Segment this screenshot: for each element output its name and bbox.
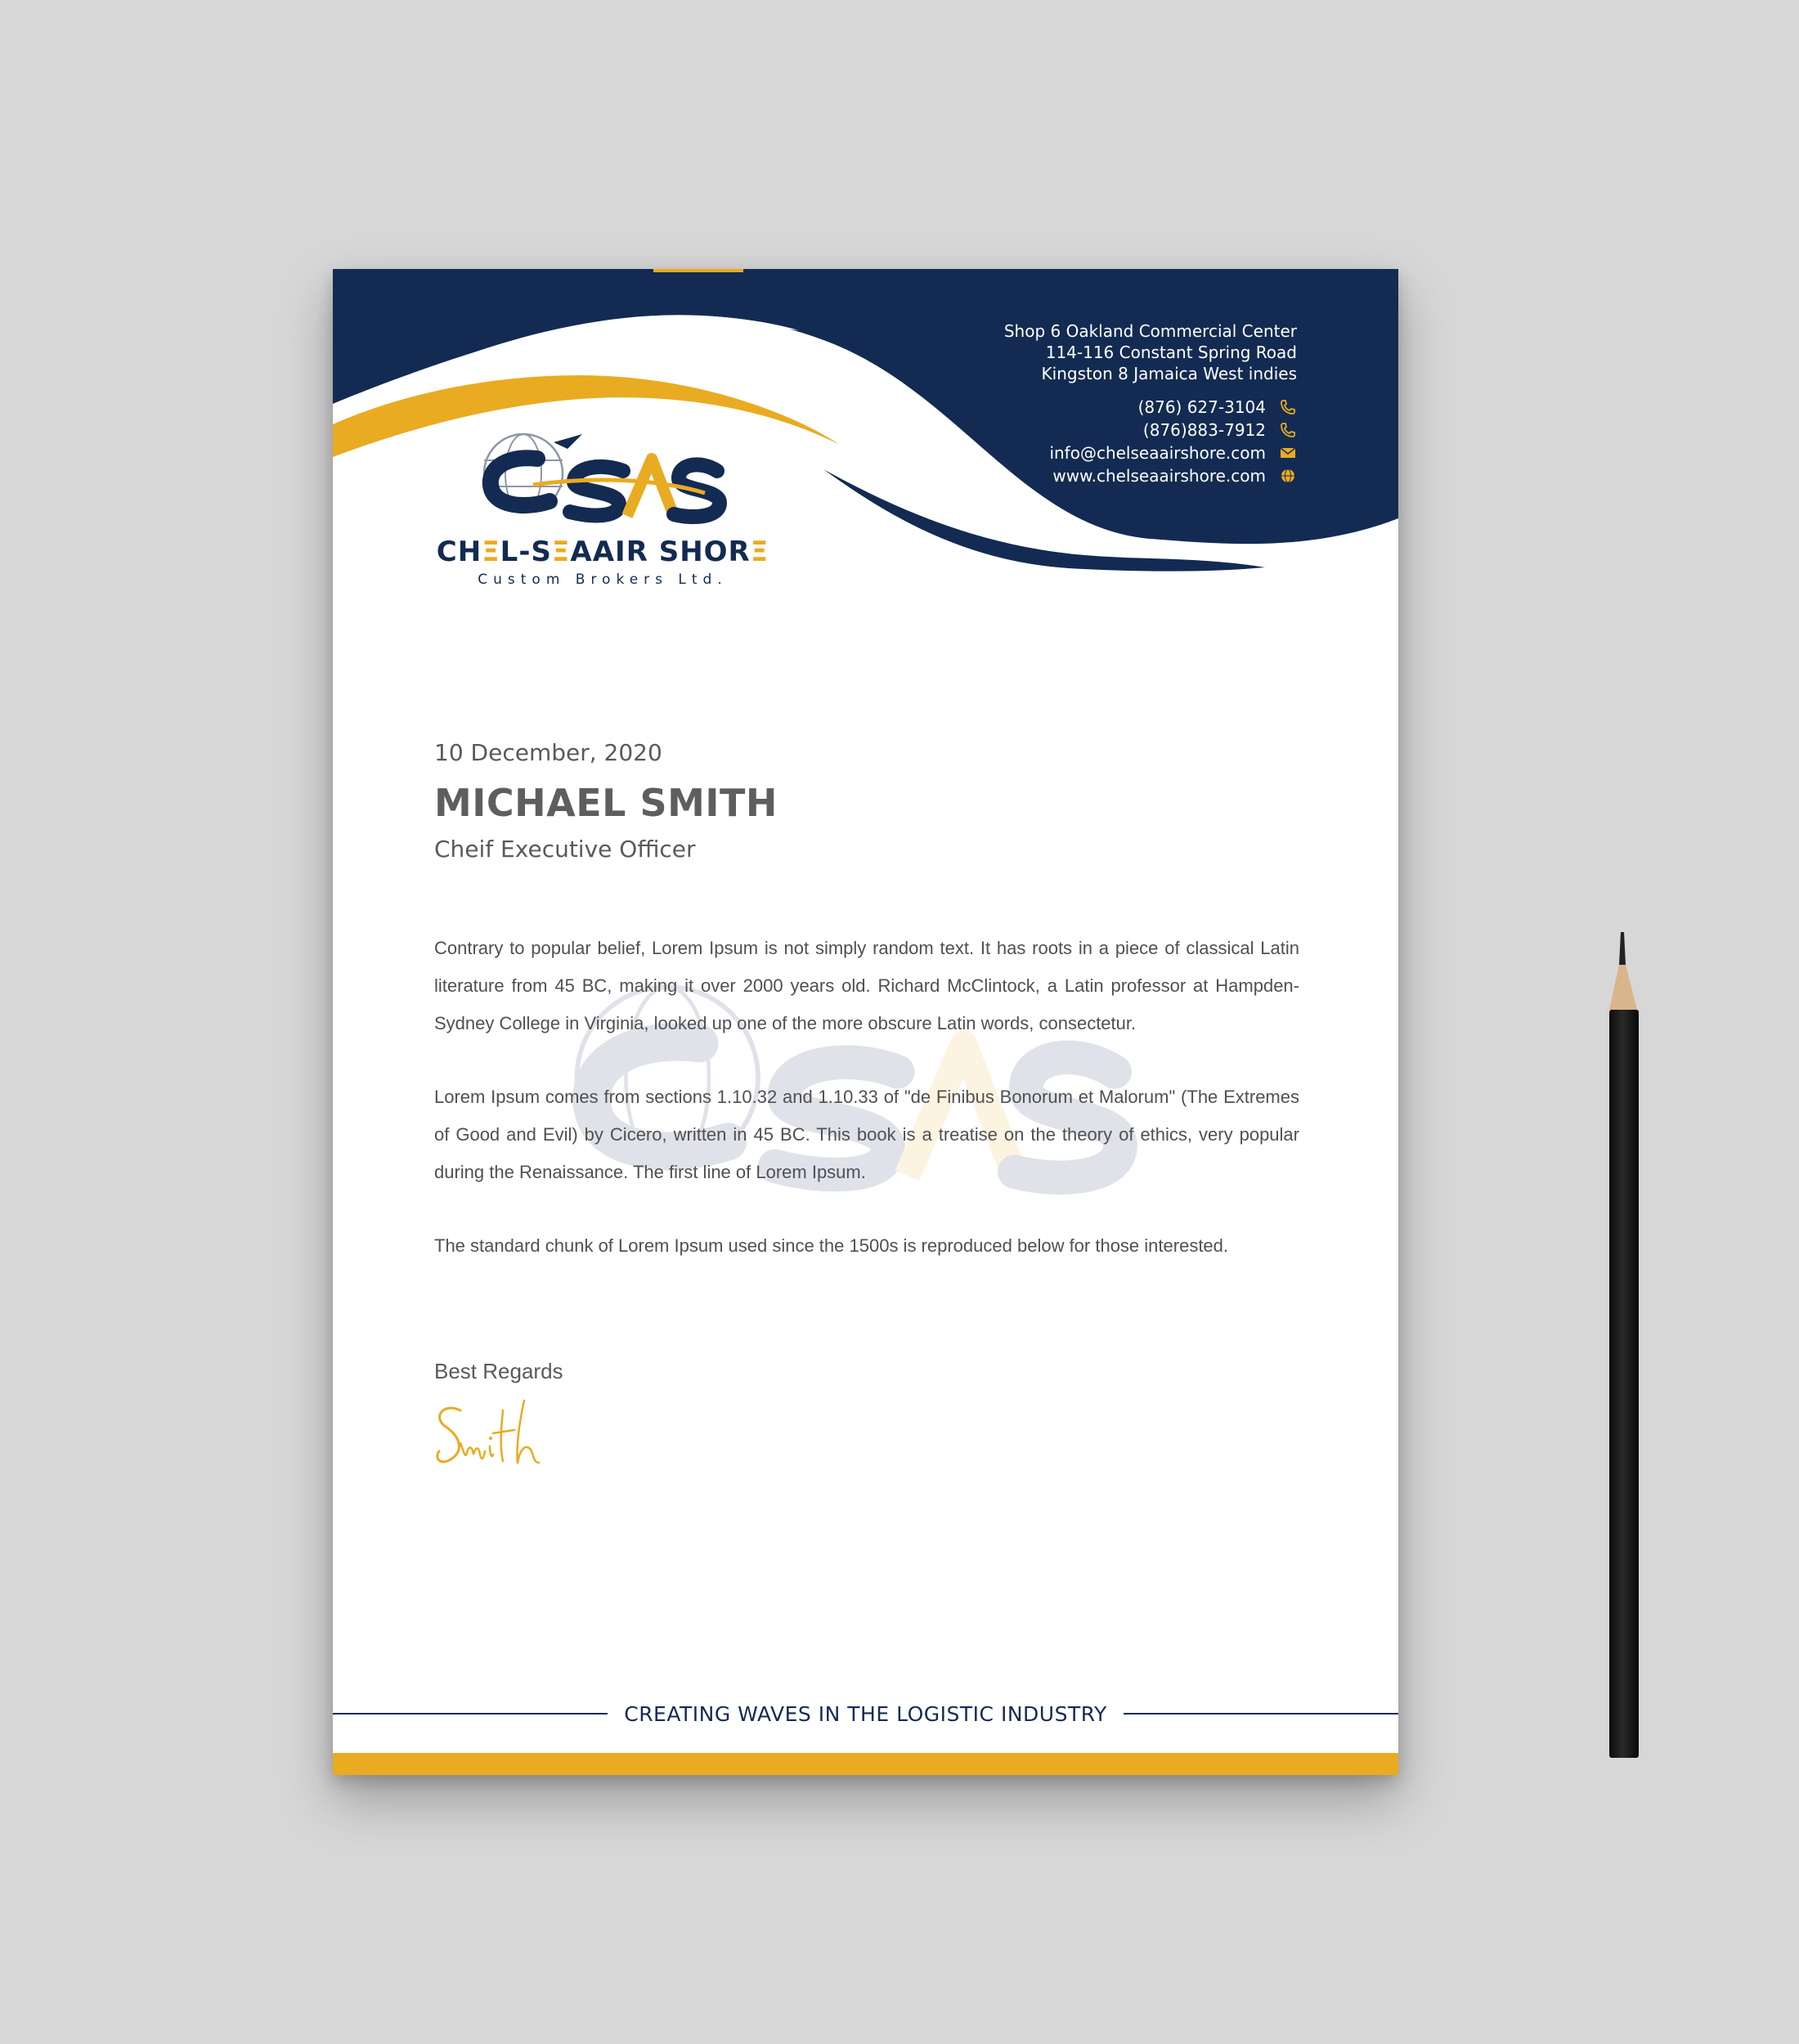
logo-mark <box>460 426 729 532</box>
footer-rule-left <box>333 1713 608 1715</box>
phone-row-2 <box>839 419 1297 442</box>
tagline-text: CREATING WAVES IN THE LOGISTIC INDUSTRY <box>624 1701 1107 1726</box>
body-paragraph-1: Contrary to popular belief, Lorem Ipsum is not simply random text. It has roots in a piece of classical Latin literature from 45 BC, making it over 2000 years old. Richard McClintock, a Latin professor at Hampden-Sydney College in Virginia, looked up one of the more obscure Latin words, consectetur. <box>434 938 1299 1033</box>
body-paragraph-3: The standard chunk of Lorem Ipsum used since the 1500s is reproduced below for those interested. <box>434 1235 1229 1256</box>
phone-row-1 <box>839 396 1297 419</box>
company-logo <box>431 426 774 602</box>
website-url[interactable]: www.chelseaairshore.com <box>1052 466 1266 486</box>
company-subtitle: Custom Brokers Ltd. <box>478 572 728 588</box>
recipient-title: Cheif Executive Officer <box>434 836 696 863</box>
closing-text: Best Regards <box>434 1359 563 1383</box>
company-name: CHΞL-SΞAAIR SHORΞ <box>436 536 769 568</box>
signature <box>428 1394 550 1484</box>
website-row <box>839 464 1297 487</box>
address-line-3: Kingston 8 Jamaica West indies <box>1041 364 1297 383</box>
email-address[interactable]: info@chelseaairshore.com <box>1049 443 1266 463</box>
recipient-name: MICHAEL SMITH <box>434 781 778 825</box>
letter-body <box>434 930 1299 1301</box>
body-paragraph-2: Lorem Ipsum comes from sections 1.10.32 and 1.10.33 of "de Finibus Bonorum et Malorum" (The Extremes of Good and Evil) by Cicero, written in 45 BC. This book is a treatise on the theory of ethics, very popular during the Renaissance. The first line of Lorem Ipsum. <box>434 1087 1299 1182</box>
globe-icon <box>1279 467 1297 485</box>
pencil-image <box>1604 932 1644 1758</box>
footer-rule-right <box>1124 1713 1398 1715</box>
footer-bar <box>333 1753 1398 1775</box>
phone-icon <box>1279 398 1297 416</box>
phone-number-2[interactable]: (876)883-7912 <box>1142 420 1266 440</box>
phone-icon <box>1279 421 1297 439</box>
letter-date: 10 December, 2020 <box>434 739 662 766</box>
email-row <box>839 442 1297 464</box>
envelope-icon <box>1279 444 1297 462</box>
contact-block <box>839 320 1297 487</box>
phone-number-1[interactable]: (876) 627-3104 <box>1137 397 1266 417</box>
footer-tagline <box>333 1701 1398 1726</box>
address-line-2: 114-116 Constant Spring Road <box>1045 343 1297 362</box>
address-line-1: Shop 6 Oakland Commercial Center <box>1003 321 1297 341</box>
letterhead-sheet <box>333 269 1398 1775</box>
